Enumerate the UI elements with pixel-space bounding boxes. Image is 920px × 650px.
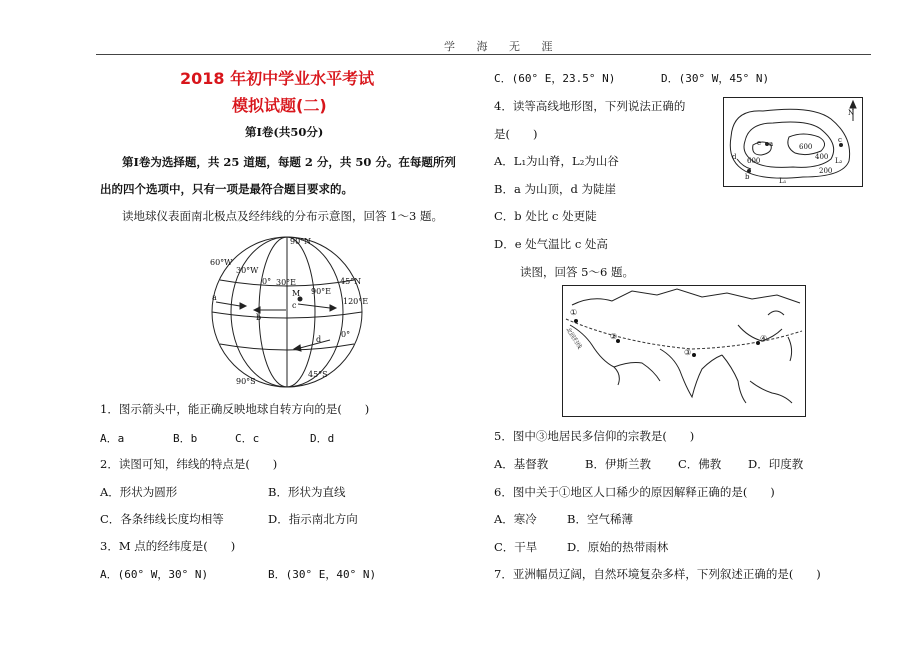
globe-label-n: 90°N [290, 237, 312, 246]
contour-label-d: d [732, 153, 737, 161]
q1-option-a: A．a [100, 432, 125, 445]
q3-option-d: D．(30° W，45° N) [661, 72, 770, 85]
question-7: 7．亚洲幅员辽阔，自然环境复杂多样，下列叙述正确的是( ) [494, 567, 821, 581]
q1-option-d: D．d [310, 432, 335, 445]
globe-label-n45: 45°N [340, 277, 362, 286]
globe-label-d: d [316, 335, 322, 344]
page-header: 学 海 无 涯 [444, 40, 562, 53]
question-5: 5．图中③地居民多信仰的宗教是( ) [494, 429, 695, 443]
globe-label-s: 90°S [236, 377, 256, 386]
q6-option-b: B．空气稀薄 [567, 512, 633, 526]
read-instruction-2: 读图，回答 5～6 题。 [520, 265, 634, 279]
contour-label-600b: 600 [747, 157, 761, 165]
globe-label-e30: 30°E [276, 278, 297, 287]
contour-label-n: N [848, 109, 855, 117]
map-label-4: ④ [760, 334, 768, 343]
contour-label-a: a [769, 140, 774, 148]
globe-label-w30: 30°W [236, 266, 259, 275]
question-4-line-1: 4．读等高线地形图，下列说法正确的 [494, 99, 686, 113]
question-1: 1．图示箭头中，能正确反映地球自转方向的是( ) [100, 402, 370, 416]
globe-label-s45: 45°S [308, 370, 328, 379]
q6-option-c: C．干旱 [494, 540, 538, 554]
globe-label-zero2: 0° [341, 330, 351, 339]
exam-subtitle: 模拟试题(二) [232, 96, 327, 115]
q5-option-d: D．印度教 [748, 457, 804, 471]
question-3: 3．M 点的经纬度是( ) [100, 539, 236, 553]
question-2: 2．读图可知，纬线的特点是( ) [100, 457, 278, 471]
q6-option-a: A．寒冷 [494, 512, 537, 526]
q5-option-a: A．基督教 [494, 457, 549, 471]
q2-option-d: D．指示南北方向 [268, 512, 358, 526]
contour-label-e: e [757, 139, 762, 147]
q2-option-b: B．形状为直线 [268, 485, 346, 499]
globe-label-c: c [292, 301, 297, 310]
q2-option-c: C．各条纬线长度均相等 [100, 512, 224, 526]
globe-label-b: b [256, 313, 262, 322]
map-label-1: ① [570, 308, 578, 317]
q2-option-a: A．形状为圆形 [100, 485, 178, 499]
intro-line-1: 第Ⅰ卷为选择题，共 25 道题，每题 2 分，共 50 分。在每题所列 [122, 155, 456, 169]
q5-option-c: C．佛教 [678, 457, 722, 471]
q3-option-b: B．(30° E，40° N) [268, 568, 377, 581]
q1-option-b: B．b [173, 432, 198, 445]
question-6: 6．图中关于①地区人口稀少的原因解释正确的是( ) [494, 485, 775, 499]
map-label-tropic: 北回归线 [564, 326, 583, 351]
globe-label-a: a [212, 293, 217, 302]
map-label-3: ③ [684, 348, 692, 357]
contour-label-l2: L₂ [835, 157, 843, 165]
q3-option-a: A．(60° W，30° N) [100, 568, 209, 581]
q6-option-d: D．原始的热带雨林 [567, 540, 669, 554]
q3-option-c: C．(60° E，23.5° N) [494, 72, 616, 85]
q5-option-b: B．伊斯兰教 [585, 457, 651, 471]
q4-option-a: A．L₁为山脊，L₂为山谷 [494, 154, 619, 168]
contour-label-600a: 600 [799, 143, 813, 151]
globe-label-m: M [292, 289, 301, 298]
contour-label-l1: L₁ [779, 177, 787, 185]
contour-label-c: c [838, 136, 842, 144]
exam-title: 2018 年初中学业水平考试 [180, 69, 375, 88]
header-rule [96, 54, 871, 55]
contour-label-200: 200 [819, 167, 833, 175]
q1-option-c: C．c [235, 432, 260, 445]
q4-option-d: D．e 处气温比 c 处高 [494, 237, 608, 251]
globe-label-e120: 120°E [343, 297, 369, 306]
map-label-2: ② [610, 332, 618, 341]
globe-label-e90: 90°E [311, 287, 332, 296]
question-4-line-2: 是( ) [494, 127, 538, 141]
section-title: 第Ⅰ卷(共50分) [245, 125, 324, 139]
q4-option-c: C．b 处比 c 处更陡 [494, 209, 597, 223]
q4-option-b: B．a 为山顶，d 为陡崖 [494, 182, 616, 196]
globe-label-w60: 60°W [210, 258, 233, 267]
intro-line-2: 出的四个选项中，只有一项是最符合题目要求的。 [100, 182, 353, 196]
globe-figure [200, 232, 375, 390]
contour-label-b: b [745, 173, 750, 181]
read-instruction-1: 读地球仪表面南北极点及经纬线的分布示意图，回答 1～3 题。 [122, 209, 443, 223]
contour-label-400: 400 [815, 153, 829, 161]
contour-map [723, 97, 863, 187]
asia-map [562, 285, 806, 417]
globe-label-zero: 0° [262, 277, 272, 286]
